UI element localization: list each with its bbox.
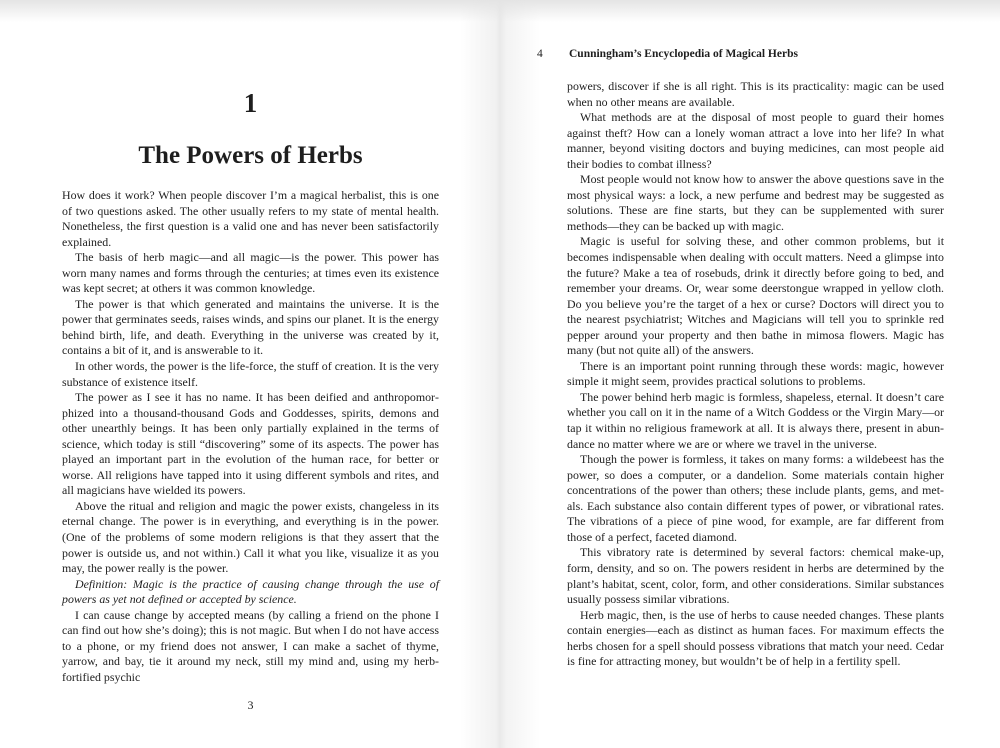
left-page <box>62 0 439 748</box>
paragraph: What methods are at the disposal of most people to guard their homes against theft? How can a lonely woman attract a love into her life? In what manner, beyond visiting doctors and buying medicines, can most people aid their bodies to combat illness? <box>567 110 944 171</box>
paragraph: There is an important point running through these words: magic, however simple it might seem, provides practical solutions to problems. <box>567 358 944 389</box>
paragraph: Magic is useful for solving these, and other common problems, but it becomes indispensable when dealing with occult matters. Need a glimpse into the future? Make a tea of rosebuds, drink it directly before going to bed, and remember your dreams. Or, wear some deerstongue wrapped in yellow cloth. Do you believe you’re the target of a hex or curse? Doctors will direct you to the nearest psychiatrist; Witches and Magicians will tell you to sprinkle red pepper around your property and then bathe in mimosa flowers. Magic has many (but not quite all) of the answers. <box>567 234 944 358</box>
definition-paragraph: Definition: Magic is the practice of causing change through the use of powers as yet not defined or accepted by science. <box>62 576 439 607</box>
paragraph: In other words, the power is the life-force, the stuff of creation. It is the very substance of existence itself. <box>62 359 439 389</box>
paragraph: This vibratory rate is determined by several factors: chemical make-up, form, density, and so on. The powers resident in herbs are determined by the plant’s habitat, scent, color, form, and other considerations. Similar substances usually possess similar vibrations. <box>567 545 944 607</box>
chapter-number: 1 <box>243 88 258 118</box>
page-number: 3 <box>247 698 254 712</box>
right-page-body <box>567 79 944 670</box>
paragraph: I can cause change by accepted means (by calling a friend on the phone I can find out how she’s doing); this is not magic. But when I do not have access to a phone, or my friend does not answer, I can make a sachet of thyme, yarrow, and bay, tie it around my neck, still my mind and, using my herb-fortified psychic <box>62 607 439 684</box>
paragraph: The basis of herb magic—and all magic—is the power. This power has worn many names and forms through the centuries; at times even its existence was kept secret; at others it was common knowledge. <box>62 250 439 296</box>
paragraph: The power behind herb magic is formless, shapeless, eternal. It doesn’t care whether you call on it in the name of a Witch Goddess or the Virgin Mary—or tap it within no religious framework at all. It is always there, present in abundance no matter where we are or where we travel in the universe. <box>567 389 944 451</box>
paragraph: Most people would not know how to answer the above questions save in the most physical ways: a lock, a new perfume and bedrest may be suggested as solutions. These are fine starts, but they can be supplemented with surer methods—they can be backed up with magic. <box>567 172 944 233</box>
page-number: 4 <box>537 48 543 60</box>
paragraph: The power as I see it has no name. It has been deified and anthropomorphized into a thousand-thousand Gods and Goddesses, spirits, demons and other unearthly beings. It has been only partially explained in the terms of science, which today is still “discovering” some of its aspects. The power has played an important part in the evolution of the human race, for better or worse. All religions have tapped into it using different symbols and rites, and all magicians have wielded its powers. <box>62 390 439 498</box>
right-page <box>537 0 944 748</box>
paragraph: Herb magic, then, is the use of herbs to cause needed changes. These plants contain energies—each as distinct as human faces. For maximum effects the herbs chosen for a spell should possess vibrations that match your need. Cedar is fine for attracting money, but wouldn’t be of help in a fertility spell. <box>567 607 944 669</box>
paragraph: How does it work? When people discover I’m a magical herbalist, this is one of two questions asked. The other usually refers to my state of mental health. Nonetheless, the first question is a valid one and has never been satisfactorily explained. <box>62 188 439 249</box>
running-head-title: Cunningham’s Encyclopedia of Magical Herbs <box>569 48 798 60</box>
paragraph: Though the power is formless, it takes on many forms: a wildebeest has the power, so does a computer, or a dandelion. Some materials contain higher concentrations of the power than others; these include plants, gems, and metals. Each substance also contain different types of power, or vibrational rates. The vibrations of a piece of pine wood, for example, are far different from those of a perfect, faceted diamond. <box>567 452 944 544</box>
paragraph: The power is that which generated and maintains the universe. It is the power that germinates seeds, raises winds, and spins our planet. It is the energy behind birth, life, and death. Everything in the universe was created by it, contains a bit of it, and is answerable to it. <box>62 296 439 358</box>
left-page-body <box>62 188 439 686</box>
paragraph: Above the ritual and religion and magic the power exists, changeless in its eternal change. The power is in everything, and everything is in the power. (One of the problems of some modern religions is that they assert that the power is outside us, and not within.) Call it what you like, visualize it as you may, the power really is the power. <box>62 498 439 576</box>
running-head <box>537 46 798 62</box>
paragraph: powers, discover if she is all right. This is its practicality: magic can be used when no other means are available. <box>567 79 944 109</box>
chapter-title: The Powers of Herbs <box>138 142 363 169</box>
